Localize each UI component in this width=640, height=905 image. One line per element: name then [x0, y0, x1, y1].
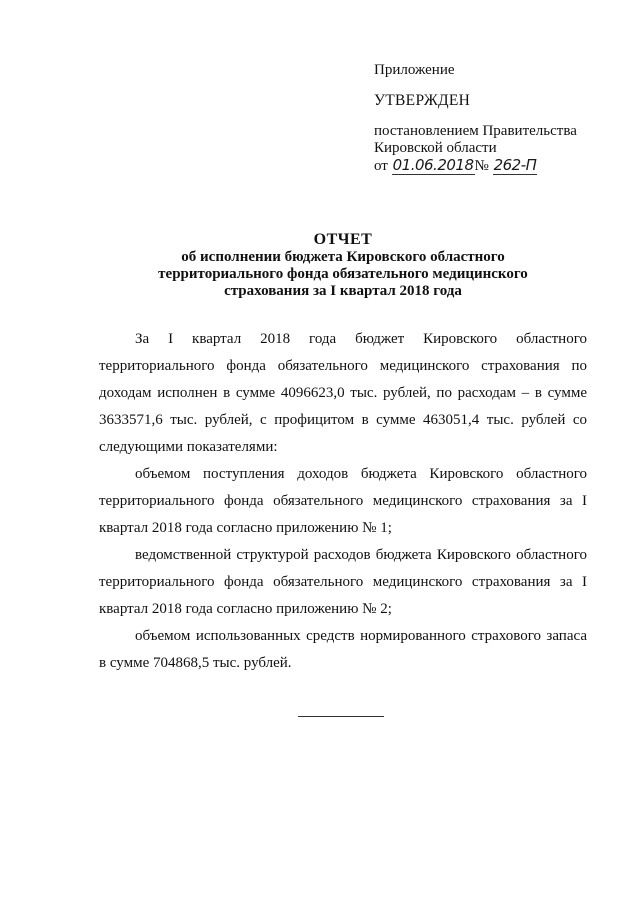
title-line-2: об исполнении бюджета Кировского областного [181, 249, 505, 265]
report-body [99, 326, 587, 677]
handwritten-date: 01.06.2018 [392, 156, 474, 174]
appendix-label: Приложение [374, 62, 455, 78]
paragraph-reserve: объемом использованных средств нормированного страхового запаса в сумме 704868,5 тыс. рублей. [99, 628, 587, 671]
paragraph-summary: За I квартал 2018 года бюджет Кировского областного территориального фонда обязательного медицинского страхования по доходам исполнен в сумме 4096623,0 тыс. рублей, по расходам – в сумме 3633571,6 тыс. рублей, с профицитом в сумме 463051,4 тыс. рублей со следующими показателями: [99, 331, 587, 455]
handwritten-number: 262-П [493, 156, 537, 174]
report-title [100, 231, 586, 300]
end-divider [298, 716, 384, 717]
decree-line-2: Кировской области [374, 140, 497, 156]
title-line-1: ОТЧЕТ [313, 231, 373, 248]
paragraph-expenses: ведомственной структурой расходов бюджета Кировского областного территориального фонда обязательного медицинского страхования за I квартал 2018 года согласно приложению № 2; [99, 547, 587, 617]
title-line-3: территориального фонда обязательного медицинского [158, 266, 528, 282]
paragraph-revenue: объемом поступления доходов бюджета Кировского областного территориального фонда обязательного медицинского страхования за I квартал 2018 года согласно приложению № 1; [99, 466, 587, 536]
decree-line-1: постановлением Правительства [374, 123, 577, 139]
decree-date-line [374, 157, 624, 175]
title-line-4: страхования за I квартал 2018 года [224, 283, 462, 299]
number-sign: № [474, 158, 489, 174]
approval-block [374, 62, 624, 175]
approved-label: УТВЕРЖДЕН [374, 92, 471, 109]
from-prefix: от [374, 158, 388, 174]
